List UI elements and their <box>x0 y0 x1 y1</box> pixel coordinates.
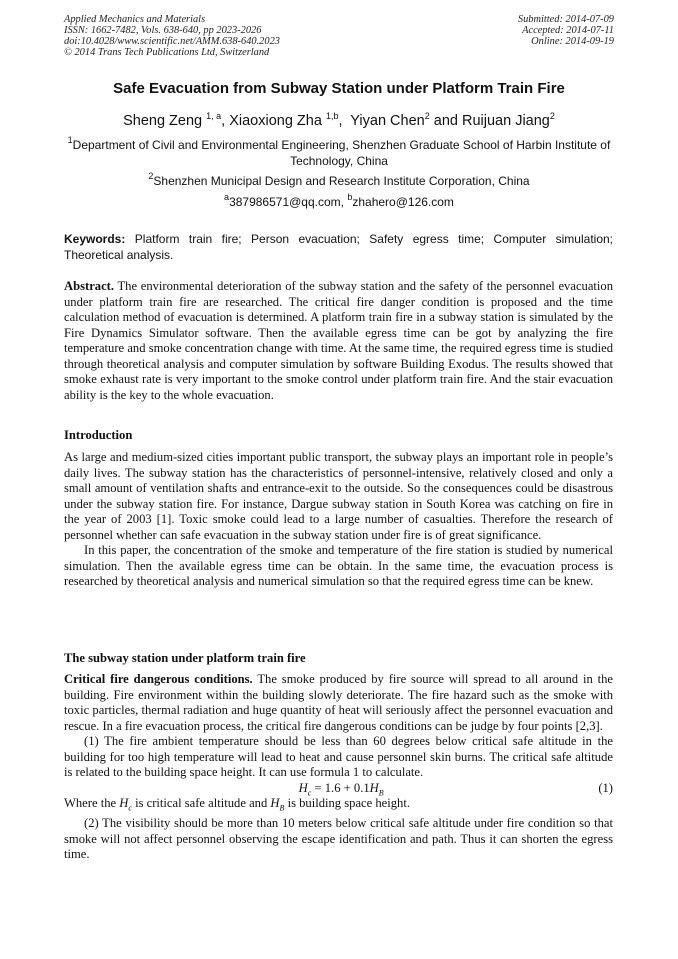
author-name: Yiyan Chen <box>350 113 425 129</box>
journal-issn: ISSN: 1662-7482, Vols. 638-640, pp 2023-2026 <box>64 24 262 36</box>
journal-name: Applied Mechanics and Materials <box>64 14 206 25</box>
dates-header <box>518 15 614 48</box>
abstract-text: The environmental deterioration of the subway station and the safety of the personnel evacuation under platform train fire are researched. The critical fire danger condition is proposed and the time calculation method of evacuation is determined. A platform train fire in a subway station is simulated by the Fire Dynamics Simulator software. Then the available egress time can be got by analyzing the fire temperature and smoke concentration change with time. At the same time, the required egress time is studied through theoretical analysis and computer simulation by software Building Exodus. The results showed that smoke exhaust rate is very important to the smoke control under platform train fire. And the stair evacuation ability is the key to the whole evacuation. <box>64 279 614 402</box>
author-sup: 2 <box>424 111 430 121</box>
affiliation-1 <box>64 137 614 169</box>
author-sup: 1, a <box>206 111 222 121</box>
email-sup: b <box>347 192 353 202</box>
paragraph: The smoke produced by fire source will spread to all around in the building. Fire environment within the building slowly deteriorate. The fire hazard such as the smoke with toxic particles, thermal radiation and huge quantity of heat will seriously affect the personnel evacuation and rescue. In a fire evacuation process, the critical fire dangerous conditions can be judge by four points [2,3]. <box>64 672 613 733</box>
keywords-label: Keywords: <box>64 232 126 246</box>
author-name: Sheng Zeng <box>123 113 203 129</box>
email-a: 387986571@qq.com, <box>229 195 344 209</box>
abstract <box>64 279 613 403</box>
email-line <box>64 194 614 210</box>
keywords <box>64 231 613 263</box>
author-name: Xiaoxiong Zha <box>229 113 322 129</box>
journal-header <box>64 15 280 59</box>
section-heading: The subway station under platform train fire <box>64 651 306 665</box>
affiliation-text: Department of Civil and Environmental Engineering, Shenzhen Graduate School of Harbin Institute of Technology, China <box>72 138 611 168</box>
journal-copyright: © 2014 Trans Tech Publications Ltd, Switzerland <box>64 46 270 58</box>
affiliation-sup: 1 <box>67 135 73 145</box>
affiliation-2 <box>64 173 614 189</box>
affiliation-text: Shenzhen Municipal Design and Research Institute Corporation, China <box>153 174 530 188</box>
formula-expression: $H_c = 1.6 + 0.1H_B$ <box>298 780 384 798</box>
paper-title: Safe Evacuation from Subway Station under Platform Train Fire <box>113 80 565 97</box>
abstract-label: Abstract. <box>64 279 115 293</box>
email-sup: a <box>224 192 230 202</box>
affiliation-sup: 2 <box>148 171 154 181</box>
author-sup: 2 <box>549 111 555 121</box>
date-submitted: Submitted: 2014-07-09 <box>517 14 614 25</box>
date-online: Online: 2014-09-19 <box>531 35 614 47</box>
introduction-heading: Introduction <box>64 428 133 442</box>
author-sup: 1,b <box>325 111 339 121</box>
paragraph: (1) The fire ambient temperature should be less than 60 degrees below critical safe altitude in the building for too high temperature will lead to heat and cause personnel skin burns. The critical safe altitude is related to the building space height. It can use formula 1 to calculate. <box>64 734 613 779</box>
where-line: Where the $H_c$ is critical safe altitude and $H_B$ is building space height. <box>64 796 410 813</box>
date-accepted: Accepted: 2014-07-11 <box>522 24 614 36</box>
keywords-text: Platform train fire; Person evacuation; Safety egress time; Computer simulation; Theoretical analysis. <box>64 232 613 262</box>
journal-doi: doi:10.4028/www.scientific.net/AMM.638-640.2023 <box>64 35 280 47</box>
paragraph: In this paper, the concentration of the smoke and temperature of the fire station is studied by numerical simulation. Then the available egress time can be obtain. In the same time, the evacuation process is researched by theoretical analysis and numerical simulation so that the required egress time can be knew. <box>64 543 613 588</box>
section-body <box>64 672 613 863</box>
author-list: Sheng Zeng $^{1, a}$, Xiaoxiong Zha $^{1,b}$, Yiyan Chen$^2$ and Ruijuan Jiang$^2$ <box>123 111 555 129</box>
paragraph: As large and medium-sized cities important public transport, the subway plays an important role in people’s daily lives. The subway station has the characteristics of personnel-intensive, relatively closed and only a small amount of ventilation shafts and entrance-exit to the outside. So the consequences could be disastrous under the subway station fire. For instance, Dargue subway station in South Korea was catching on fire in the year of 2003 [1]. Toxic smoke could lead to a large number of casualties. Therefore the research of personnel whether can safe evacuation in the subway station under fire is of great significance. <box>64 450 613 542</box>
introduction-body <box>64 450 613 590</box>
formula-1 <box>64 781 613 797</box>
subsection-lead: Critical fire dangerous conditions. <box>64 672 253 686</box>
formula-number: (1) <box>598 780 613 795</box>
email-b: zhahero@126.com <box>352 195 454 209</box>
author-name: Ruijuan Jiang <box>462 113 550 129</box>
paragraph: (2) The visibility should be more than 10 meters below critical safe altitude under fire condition so that smoke will not affect personnel observing the escape identification and path. Thus it can shorten the egress time. <box>64 816 613 862</box>
